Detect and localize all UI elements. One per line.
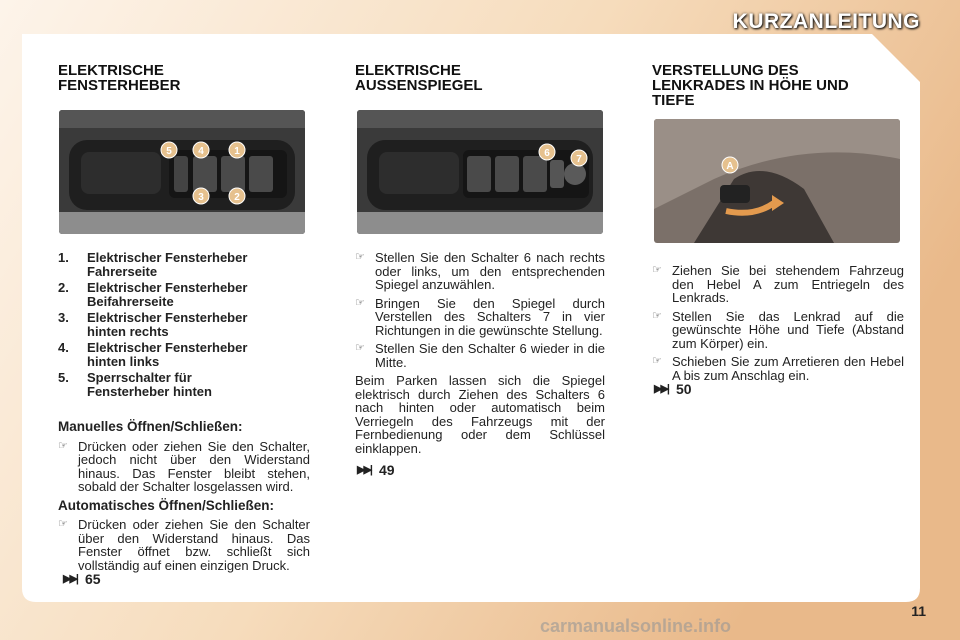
section-steering	[652, 63, 904, 108]
steering-lever-photo	[654, 119, 900, 243]
window-switch-photo	[59, 110, 305, 234]
steering-instructions	[652, 264, 904, 387]
manual-heading: Manuelles Öffnen/Schließen:	[58, 419, 243, 434]
pointing-hand-icon: ☞	[58, 439, 68, 452]
legend-item: 1. Elektrischer Fensterheber Fahrerseite	[58, 250, 248, 279]
bullet-text: Stellen Sie das Lenkrad auf die gewünschte Höhe und Tiefe (Abstand zum Körper) ein.	[672, 308, 904, 351]
callout-5: 5	[166, 146, 172, 157]
page-title: KURZANLEITUNG	[732, 10, 920, 33]
callout-4: 4	[198, 146, 204, 157]
window-instructions	[58, 420, 310, 577]
section-heading: ELEKTRISCHE AUSSENSPIEGEL	[355, 62, 483, 94]
watermark: carmanualsonline.info	[540, 616, 732, 636]
fast-forward-icon: ▶▶|	[63, 573, 77, 585]
pointing-hand-icon: ☞	[355, 251, 365, 263]
callout-1: 1	[234, 146, 240, 157]
bullet-text: Bringen Sie den Spiegel durch Verstellen des Schalters 7 in vier Richtungen in die gewünschte Stellung.	[375, 295, 605, 338]
section-heading: ELEKTRISCHE FENSTERHEBER	[58, 62, 181, 94]
page-reference[interactable]: ▶▶| 49	[357, 462, 395, 478]
manual-text: Drücken oder ziehen Sie den Schalter, jedoch nicht über den Widerstand hinaus. Das Fenster bleibt stehen, sobald der Schalter losgelassen wird.	[78, 438, 310, 494]
bullet-text: Stellen Sie den Schalter 6 wieder in die Mitte.	[375, 341, 605, 370]
pointing-hand-icon: ☞	[652, 309, 662, 322]
callout-A: A	[726, 161, 734, 172]
mirror-instructions	[355, 251, 605, 455]
fast-forward-icon: ▶▶|	[357, 464, 371, 476]
callout-3: 3	[198, 192, 204, 203]
window-switch-legend	[58, 251, 310, 401]
mirror-switch-photo	[357, 110, 603, 234]
bullet-text: Ziehen Sie bei stehendem Fahrzeug den Hebel A zum Entriegeln des Lenkrads.	[672, 263, 904, 305]
fast-forward-icon: ▶▶|	[654, 383, 668, 395]
auto-text: Drücken oder ziehen Sie den Schalter über den Widerstand hinaus. Das Fenster öffnet bzw. schließt sich vollständig auf einen einzigen Druck.	[78, 517, 310, 573]
callout-7: 7	[576, 154, 582, 165]
legend-item: 4. Elektrischer Fensterheber hinten links	[58, 340, 248, 369]
bullet-text: Stellen Sie den Schalter 6 nach rechts oder links, um den entsprechenden Spiegel anzuwählen.	[375, 250, 605, 292]
legend-item: 5. Sperrschalter für Fensterheber hinten	[58, 370, 212, 399]
page-number: 11	[911, 603, 926, 619]
callout-6: 6	[544, 148, 550, 159]
parking-paragraph: Beim Parken lassen sich die Spiegel elektrisch durch Ziehen des Schalters 6 nach hinten oder automatisch beim Verriegeln des Fahrzeugs mit der Fernbedienung oder dem Schlüssel einklappen.	[355, 373, 605, 456]
page-reference[interactable]: ▶▶| 65	[63, 571, 101, 587]
auto-heading: Automatisches Öffnen/Schließen:	[58, 497, 275, 513]
pointing-hand-icon: ☞	[652, 264, 662, 276]
bullet-text: Schieben Sie zum Arretieren den Hebel A bis zum Anschlag ein.	[672, 354, 904, 383]
pointing-hand-icon: ☞	[58, 518, 68, 530]
page-reference[interactable]: ▶▶| 50	[654, 381, 692, 397]
section-window-lifts	[58, 63, 310, 93]
pointing-hand-icon: ☞	[652, 355, 662, 367]
pointing-hand-icon: ☞	[355, 342, 365, 354]
section-heading: VERSTELLUNG DES LENKRADES IN HÖHE UND TIEFE	[652, 62, 849, 109]
pointing-hand-icon: ☞	[355, 296, 365, 309]
section-mirrors	[355, 63, 605, 93]
callout-2: 2	[234, 192, 240, 203]
legend-item: 2. Elektrischer Fensterheber Beifahrerseite	[58, 280, 248, 309]
legend-item: 3. Elektrischer Fensterheber hinten rechts	[58, 310, 248, 339]
